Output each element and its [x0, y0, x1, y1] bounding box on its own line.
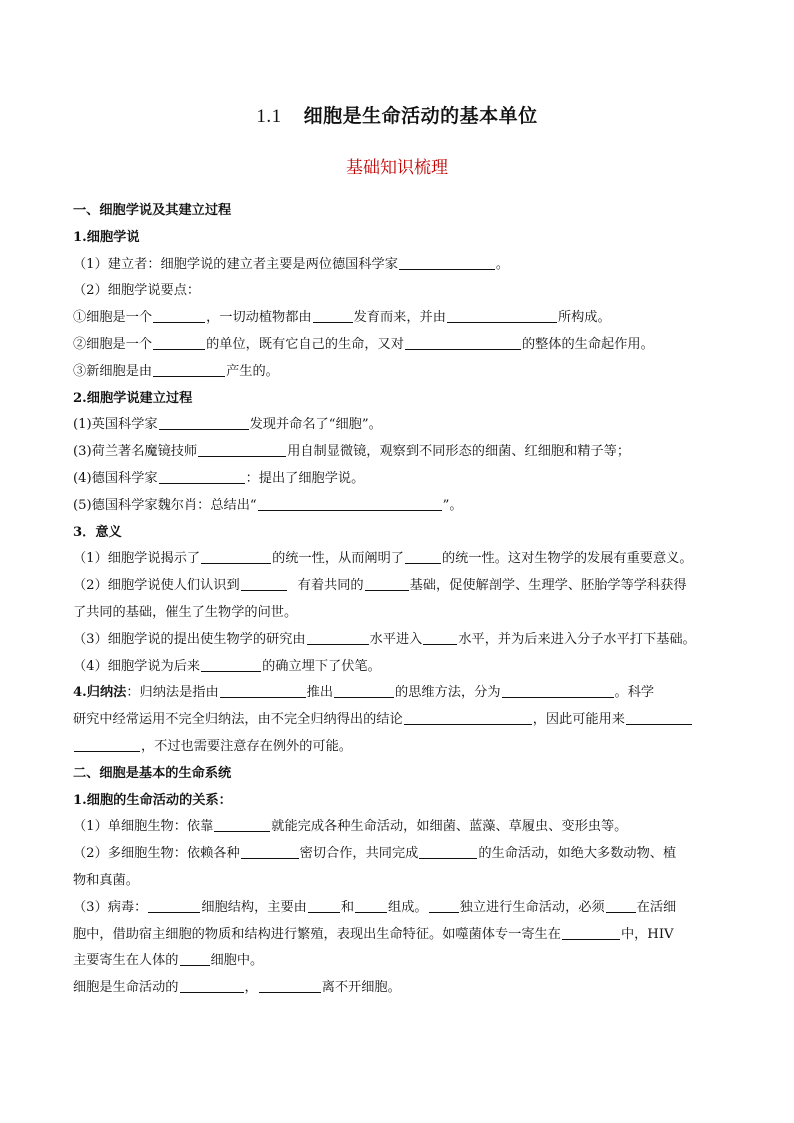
line-meaning-4 [73, 654, 723, 681]
text: 密切合作，共同完成 [299, 846, 419, 862]
fill-blank[interactable] [159, 468, 245, 484]
fill-blank[interactable] [214, 816, 270, 832]
text: (1)英国科学家 [73, 417, 158, 433]
text: ③新细胞是由 [73, 363, 153, 379]
text: 。 [495, 256, 510, 272]
line-induction-2 [73, 707, 723, 734]
fill-blank[interactable] [241, 843, 299, 859]
fill-blank[interactable] [153, 361, 225, 377]
text: 的确立埋下了伏笔。 [262, 658, 381, 674]
line-meaning-1 [73, 546, 723, 573]
line-virus-3 [73, 948, 723, 975]
text: （1）单细胞生物：依靠 [73, 819, 214, 835]
text: 水平，并为后来进入分子水平打下基础。 [458, 631, 696, 647]
text: 细胞是生命活动的 [73, 980, 179, 996]
line-history-1 [73, 412, 723, 439]
subheading-relationship: 1.细胞的生命活动的关系： [73, 792, 232, 808]
text: 独立进行生命活动，必须 [459, 899, 605, 915]
text: 有着共同的 [297, 578, 364, 594]
text: 水平进入 [369, 631, 423, 647]
text: (4)德国科学家 [73, 470, 158, 486]
worksheet-content [73, 198, 723, 1002]
fill-blank[interactable] [355, 897, 387, 913]
text: ， [244, 980, 258, 996]
page-title [0, 101, 794, 128]
text: 推出 [306, 685, 334, 701]
fill-blank[interactable] [258, 495, 442, 511]
line-virus-1 [73, 895, 723, 922]
fill-blank[interactable] [153, 334, 205, 350]
line-history-2 [73, 439, 723, 466]
fill-blank[interactable] [606, 897, 636, 913]
text: ：提出了细胞学说。 [245, 470, 365, 486]
fill-blank[interactable] [423, 629, 457, 645]
subheading-significance: 3．意义 [73, 524, 122, 540]
fill-blank[interactable] [148, 897, 200, 913]
text: 基础，促使解剖学、生理学、胚胎学等学科获得 [409, 578, 687, 594]
text: 产生的。 [226, 363, 279, 379]
line-meaning-2 [73, 573, 723, 600]
subheading-induction: 4.归纳法 [73, 685, 127, 701]
text: （1）细胞学说揭示了 [73, 551, 201, 567]
fill-blank[interactable] [159, 414, 249, 430]
text: ，不过也需要注意存在例外的可能。 [141, 738, 352, 754]
fill-blank[interactable] [153, 307, 205, 323]
text: （1）建立者：细胞学说的建立者主要是两位德国科学家 [73, 256, 398, 272]
subheading-history: 2.细胞学说建立过程 [73, 390, 193, 406]
line-multicellular-cont: 物和真菌。 [73, 872, 139, 888]
text: （2）细胞学说使人们认识到 [73, 578, 240, 594]
fill-blank[interactable] [429, 897, 459, 913]
text: 所构成。 [557, 310, 611, 326]
fill-blank[interactable] [365, 575, 409, 591]
fill-blank[interactable] [502, 682, 614, 698]
text: 发现并命名了“细胞”。 [249, 417, 382, 433]
fill-blank[interactable] [307, 629, 369, 645]
line-meaning-3 [73, 627, 723, 654]
line-history-3 [73, 466, 723, 493]
text: ，因此可能用来 [532, 712, 625, 728]
text: 研究中经常运用不完全归纳法，由不完全归纳得出的结论 [73, 712, 403, 728]
fill-blank[interactable] [399, 254, 495, 270]
fill-blank[interactable] [198, 441, 286, 457]
text: 的生命活动，如绝大多数动物、植 [478, 846, 677, 862]
line-virus-2 [73, 922, 723, 949]
fill-blank[interactable] [180, 977, 244, 993]
fill-blank[interactable] [74, 736, 140, 752]
text: 胞中，借助宿主细胞的物质和结构进行繁殖，表现出生命特征。如噬菌体专一寄生在 [73, 926, 561, 942]
line-point-3 [73, 359, 723, 386]
line-conclusion [73, 975, 723, 1002]
fill-blank[interactable] [220, 682, 306, 698]
line-meaning-2-cont: 了共同的基础，催生了生物学的问世。 [73, 604, 298, 620]
text: 的统一性。这对生物学的发展有重要意义。 [441, 551, 693, 567]
text: ②细胞是一个 [73, 336, 153, 352]
text: 就能完成各种生命活动，如细菌、蓝藻、草履虫、变形虫等。 [271, 819, 628, 835]
line-point-2 [73, 332, 723, 359]
text: 的统一性，从而阐明了 [272, 551, 404, 567]
text: （4）细胞学说为后来 [73, 658, 201, 674]
text: 发育而来，并由 [353, 310, 446, 326]
line-founders [73, 252, 723, 279]
page-subtitle: 基础知识梳理 [346, 158, 448, 178]
fill-blank[interactable] [313, 307, 353, 323]
line-history-4 [73, 493, 723, 520]
text: 主要寄生在人体的 [73, 953, 179, 969]
text: 组成。 [388, 899, 428, 915]
text: ：归纳法是指由 [126, 685, 219, 701]
text: ①细胞是一个 [73, 310, 153, 326]
line-key-points: （2）细胞学说要点： [73, 283, 201, 299]
fill-blank[interactable] [404, 709, 532, 725]
text: 中，HIV [620, 926, 674, 942]
text: 离不开细胞。 [321, 980, 401, 996]
fill-blank[interactable] [308, 897, 340, 913]
text: 在活细 [636, 899, 677, 915]
text: （3）病毒： [73, 899, 148, 915]
section-heading-2: 二、细胞是基本的生命系统 [73, 765, 232, 781]
text: ，一切动植物都由 [206, 310, 312, 326]
fill-blank[interactable] [419, 843, 477, 859]
line-induction-1 [73, 680, 723, 707]
text: ”。 [442, 497, 463, 513]
text: (3)荷兰著名魔镜技师 [73, 444, 198, 460]
fill-blank[interactable] [405, 334, 521, 350]
line-unicellular [73, 814, 723, 841]
text: 。科学 [614, 685, 655, 701]
fill-blank[interactable] [201, 548, 271, 564]
fill-blank[interactable] [259, 977, 321, 993]
fill-blank[interactable] [201, 656, 261, 672]
text: 和 [340, 899, 355, 915]
line-multicellular [73, 841, 723, 868]
text: （2）多细胞生物：依赖各种 [73, 846, 240, 862]
text: 细胞中。 [210, 953, 264, 969]
section-heading-1: 一、细胞学说及其建立过程 [73, 203, 232, 218]
text: 的整体的生命起作用。 [521, 336, 654, 352]
subheading-cell-theory: 1.细胞学说 [73, 229, 140, 245]
fill-blank[interactable] [405, 548, 441, 564]
text: 用自制显微镜，观察到不同形态的细菌、红细胞和精子等； [287, 444, 631, 460]
fill-blank[interactable] [241, 575, 287, 591]
line-induction-3 [73, 734, 723, 761]
fill-blank[interactable] [447, 307, 557, 323]
fill-blank[interactable] [562, 924, 620, 940]
section-number: 1.1 [256, 106, 282, 127]
text: (5)德国科学家魏尔肖：总结出“ [73, 497, 257, 513]
fill-blank[interactable] [626, 709, 692, 725]
fill-blank[interactable] [180, 950, 210, 966]
fill-blank[interactable] [334, 682, 394, 698]
text: 的单位，既有它自己的生命，又对 [206, 336, 404, 352]
title-text: 细胞是生命活动的基本单位 [303, 105, 538, 127]
text: 细胞结构，主要由 [201, 899, 307, 915]
text: （3）细胞学说的提出使生物学的研究由 [73, 631, 306, 647]
text: 的思维方法，分为 [395, 685, 501, 701]
line-point-1 [73, 305, 723, 332]
